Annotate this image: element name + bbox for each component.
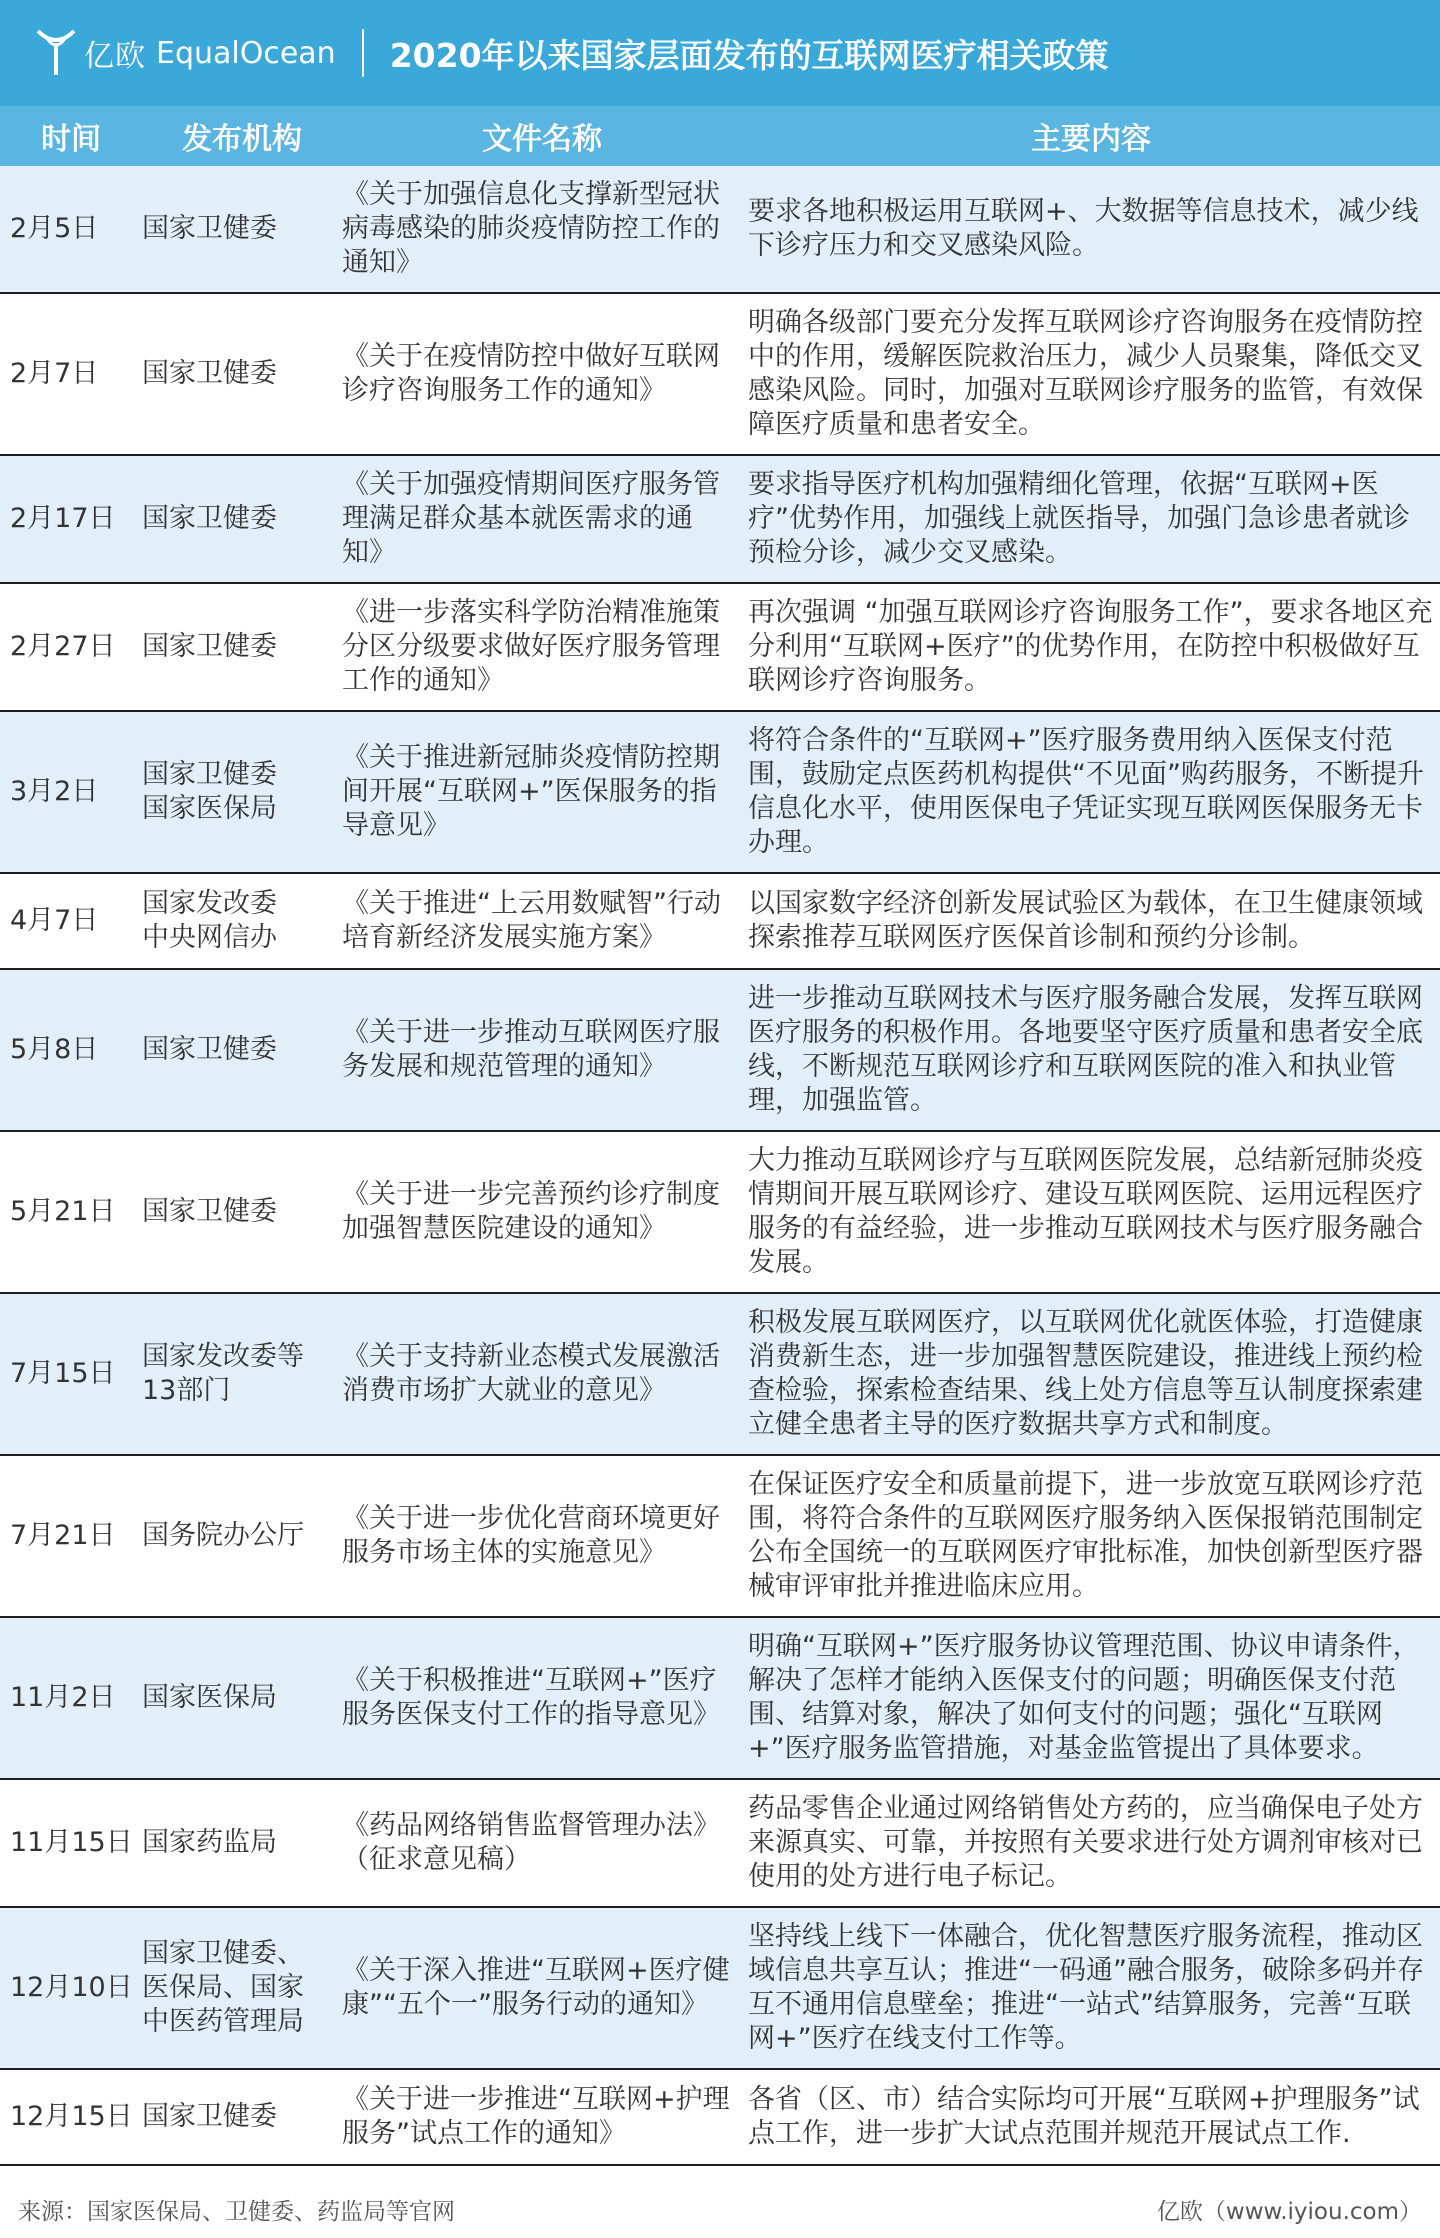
brand-logo-icon xyxy=(34,27,78,79)
cell-content: 明确“互联网+”医疗服务协议管理范围、协议申请条件，解决了怎样才能纳入医保支付的问题；明确医保支付范围、结算对象，解决了如何支付的问题；强化“互联网+”医疗服务监管措施，对基金监管提出了具体要求。 xyxy=(748,1631,1420,1764)
cell-doc: 《关于积极推进“互联网+”医疗服务医保支付工作的指导意见》 xyxy=(342,1665,720,1730)
cell-content: 要求各地积极运用互联网+、大数据等信息技术，减少线下诊疗压力和交叉感染风险。 xyxy=(748,196,1419,261)
cell-doc: 《关于加强疫情期间医疗服务管理满足群众基本就医需求的通知》 xyxy=(342,469,720,568)
cell-org: 国家卫健委 xyxy=(142,1196,277,1227)
cell-org: 国家卫健委 xyxy=(142,358,277,389)
cell-doc: 《关于推进新冠肺炎疫情防控期间开展“互联网+”医保服务的指导意见》 xyxy=(342,742,720,841)
cell-content: 要求指导医疗机构加强精细化管理，依据“互联网+医疗”优势作用，加强线上就医指导，加强门急诊患者就诊预检分诊，减少交叉感染。 xyxy=(748,469,1410,568)
cell-org: 国家发改委 中央网信办 xyxy=(142,888,277,953)
brand-logo xyxy=(34,0,336,106)
column-header-date: 时间 xyxy=(41,122,101,157)
cell-org: 国家卫健委 国家医保局 xyxy=(142,759,277,824)
footer xyxy=(0,2180,1440,2238)
cell-date: 2月27日 xyxy=(10,631,116,662)
cell-content: 再次强调 “加强互联网诊疗咨询服务工作”，要求各地区充分利用“互联网+医疗”的优势作用，在防控中积极做好互联网诊疗咨询服务。 xyxy=(748,597,1433,696)
cell-date: 2月7日 xyxy=(10,358,99,389)
table-row xyxy=(0,1618,1440,1780)
cell-doc: 《关于进一步推动互联网医疗服务发展和规范管理的通知》 xyxy=(342,1017,720,1082)
cell-date: 11月15日 xyxy=(10,1827,133,1858)
cell-doc: 《关于进一步优化营商环境更好服务市场主体的实施意见》 xyxy=(342,1503,720,1568)
cell-org: 国家医保局 xyxy=(142,1682,277,1713)
cell-doc: 《关于进一步推进“互联网+护理服务”试点工作的通知》 xyxy=(342,2084,730,2149)
table-row xyxy=(0,1908,1440,2070)
cell-content: 明确各级部门要充分发挥互联网诊疗咨询服务在疫情防控中的作用，缓解医院救治压力，减少人员聚集，降低交叉感染风险。同时，加强对互联网诊疗服务的监管，有效保障医疗质量和患者安全。 xyxy=(748,307,1423,440)
cell-org: 国家卫健委、 医保局、国家 中医药管理局 xyxy=(142,1938,304,2037)
cell-content: 各省（区、市）结合实际均可开展“互联网+护理服务”试点工作，进一步扩大试点范围并规范开展试点工作. xyxy=(748,2084,1420,2149)
cell-doc: 《关于推进“上云用数赋智”行动培育新经济发展实施方案》 xyxy=(342,888,721,953)
cell-date: 3月2日 xyxy=(10,776,99,807)
table-row xyxy=(0,1780,1440,1908)
column-header-doc: 文件名称 xyxy=(482,122,602,157)
cell-date: 2月5日 xyxy=(10,213,99,244)
cell-doc: 《关于进一步完善预约诊疗制度加强智慧医院建设的通知》 xyxy=(342,1179,720,1244)
cell-doc: 《关于深入推进“互联网+医疗健康”“五个一”服务行动的通知》 xyxy=(342,1955,730,2020)
table-row xyxy=(0,584,1440,712)
column-header-org: 发布机构 xyxy=(182,122,302,157)
cell-doc: 《药品网络销售监督管理办法》（征求意见稿） xyxy=(342,1810,720,1875)
table-row xyxy=(0,294,1440,456)
table-row xyxy=(0,1456,1440,1618)
cell-org: 国家药监局 xyxy=(142,1827,277,1858)
cell-date: 5月21日 xyxy=(10,1196,116,1227)
table-row xyxy=(0,166,1440,294)
policy-table xyxy=(0,166,1440,2166)
cell-date: 11月2日 xyxy=(10,1682,116,1713)
cell-content: 坚持线上线下一体融合，优化智慧医疗服务流程，推动区域信息共享互认；推进“一码通”融合服务，破除多码并存互不通用信息壁垒；推进“一站式”结算服务，完善“互联网+”医疗在线支付工作等。 xyxy=(748,1921,1424,2054)
table-row xyxy=(0,2070,1440,2166)
cell-date: 12月15日 xyxy=(10,2101,133,2132)
credit-note: 亿欧（www.iyiou.com） xyxy=(1156,2198,1422,2225)
cell-date: 7月21日 xyxy=(10,1520,116,1551)
cell-org: 国家发改委等 13部门 xyxy=(142,1341,304,1406)
cell-doc: 《关于加强信息化支撑新型冠状病毒感染的肺炎疫情防控工作的通知》 xyxy=(342,179,720,278)
cell-org: 国家卫健委 xyxy=(142,2101,277,2132)
cell-doc: 《进一步落实科学防治精准施策分区分级要求做好医疗服务管理工作的通知》 xyxy=(342,597,720,696)
cell-org: 国家卫健委 xyxy=(142,213,277,244)
cell-content: 进一步推动互联网技术与医疗服务融合发展，发挥互联网医疗服务的积极作用。各地要坚守医疗质量和患者安全底线，不断规范互联网诊疗和互联网医院的准入和执业管理，加强监管。 xyxy=(748,983,1423,1116)
page-title: 2020年以来国家层面发布的互联网医疗相关政策 xyxy=(389,35,1109,75)
brand-name-cn: 亿欧 xyxy=(84,39,146,74)
source-note: 来源：国家医保局、卫健委、药监局等官网 xyxy=(18,2198,455,2225)
cell-org: 国家卫健委 xyxy=(142,631,277,662)
cell-org: 国家卫健委 xyxy=(142,1034,277,1065)
table-row xyxy=(0,970,1440,1132)
cell-date: 4月7日 xyxy=(10,905,99,936)
cell-content: 积极发展互联网医疗，以互联网优化就医体验，打造健康消费新生态，进一步加强智慧医院建设，推进线上预约检查检验，探索检查结果、线上处方信息等互认制度探索建立健全患者主导的医疗数据共享方式和制度。 xyxy=(748,1307,1423,1440)
cell-date: 12月10日 xyxy=(10,1972,133,2003)
cell-content: 在保证医疗安全和质量前提下，进一步放宽互联网诊疗范围，将符合条件的互联网医疗服务纳入医保报销范围制定公布全国统一的互联网医疗审批标准，加快创新型医疗器械审评审批并推进临床应用。 xyxy=(748,1469,1423,1602)
cell-content: 将符合条件的“互联网+”医疗服务费用纳入医保支付范围，鼓励定点医药机构提供“不见面”购药服务，不断提升信息化水平，使用医保电子凭证实现互联网医保服务无卡办理。 xyxy=(748,725,1424,858)
table-row xyxy=(0,1132,1440,1294)
cell-doc: 《关于在疫情防控中做好互联网诊疗咨询服务工作的通知》 xyxy=(342,341,720,406)
header-banner xyxy=(0,0,1440,106)
cell-date: 7月15日 xyxy=(10,1358,116,1389)
cell-content: 大力推动互联网诊疗与互联网医院发展，总结新冠肺炎疫情期间开展互联网诊疗、建设互联网医院、运用远程医疗服务的有益经验，进一步推动互联网技术与医疗服务融合发展。 xyxy=(748,1145,1423,1278)
table-row xyxy=(0,874,1440,970)
table-row xyxy=(0,1294,1440,1456)
table-row xyxy=(0,712,1440,874)
header-divider xyxy=(362,29,364,77)
table-header xyxy=(0,106,1440,166)
cell-date: 5月8日 xyxy=(10,1034,99,1065)
table-row xyxy=(0,456,1440,584)
cell-content: 药品零售企业通过网络销售处方药的，应当确保电子处方来源真实、可靠，并按照有关要求进行处方调剂审核对已使用的处方进行电子标记。 xyxy=(748,1793,1423,1892)
cell-date: 2月17日 xyxy=(10,503,116,534)
brand-name-en: EqualOcean xyxy=(156,35,336,71)
cell-org: 国务院办公厅 xyxy=(142,1520,304,1551)
cell-org: 国家卫健委 xyxy=(142,503,277,534)
cell-content: 以国家数字经济创新发展试验区为载体，在卫生健康领域探索推荐互联网医疗医保首诊制和预约分诊制。 xyxy=(748,888,1423,953)
cell-doc: 《关于支持新业态模式发展激活消费市场扩大就业的意见》 xyxy=(342,1341,720,1406)
column-header-content: 主要内容 xyxy=(1031,122,1151,157)
